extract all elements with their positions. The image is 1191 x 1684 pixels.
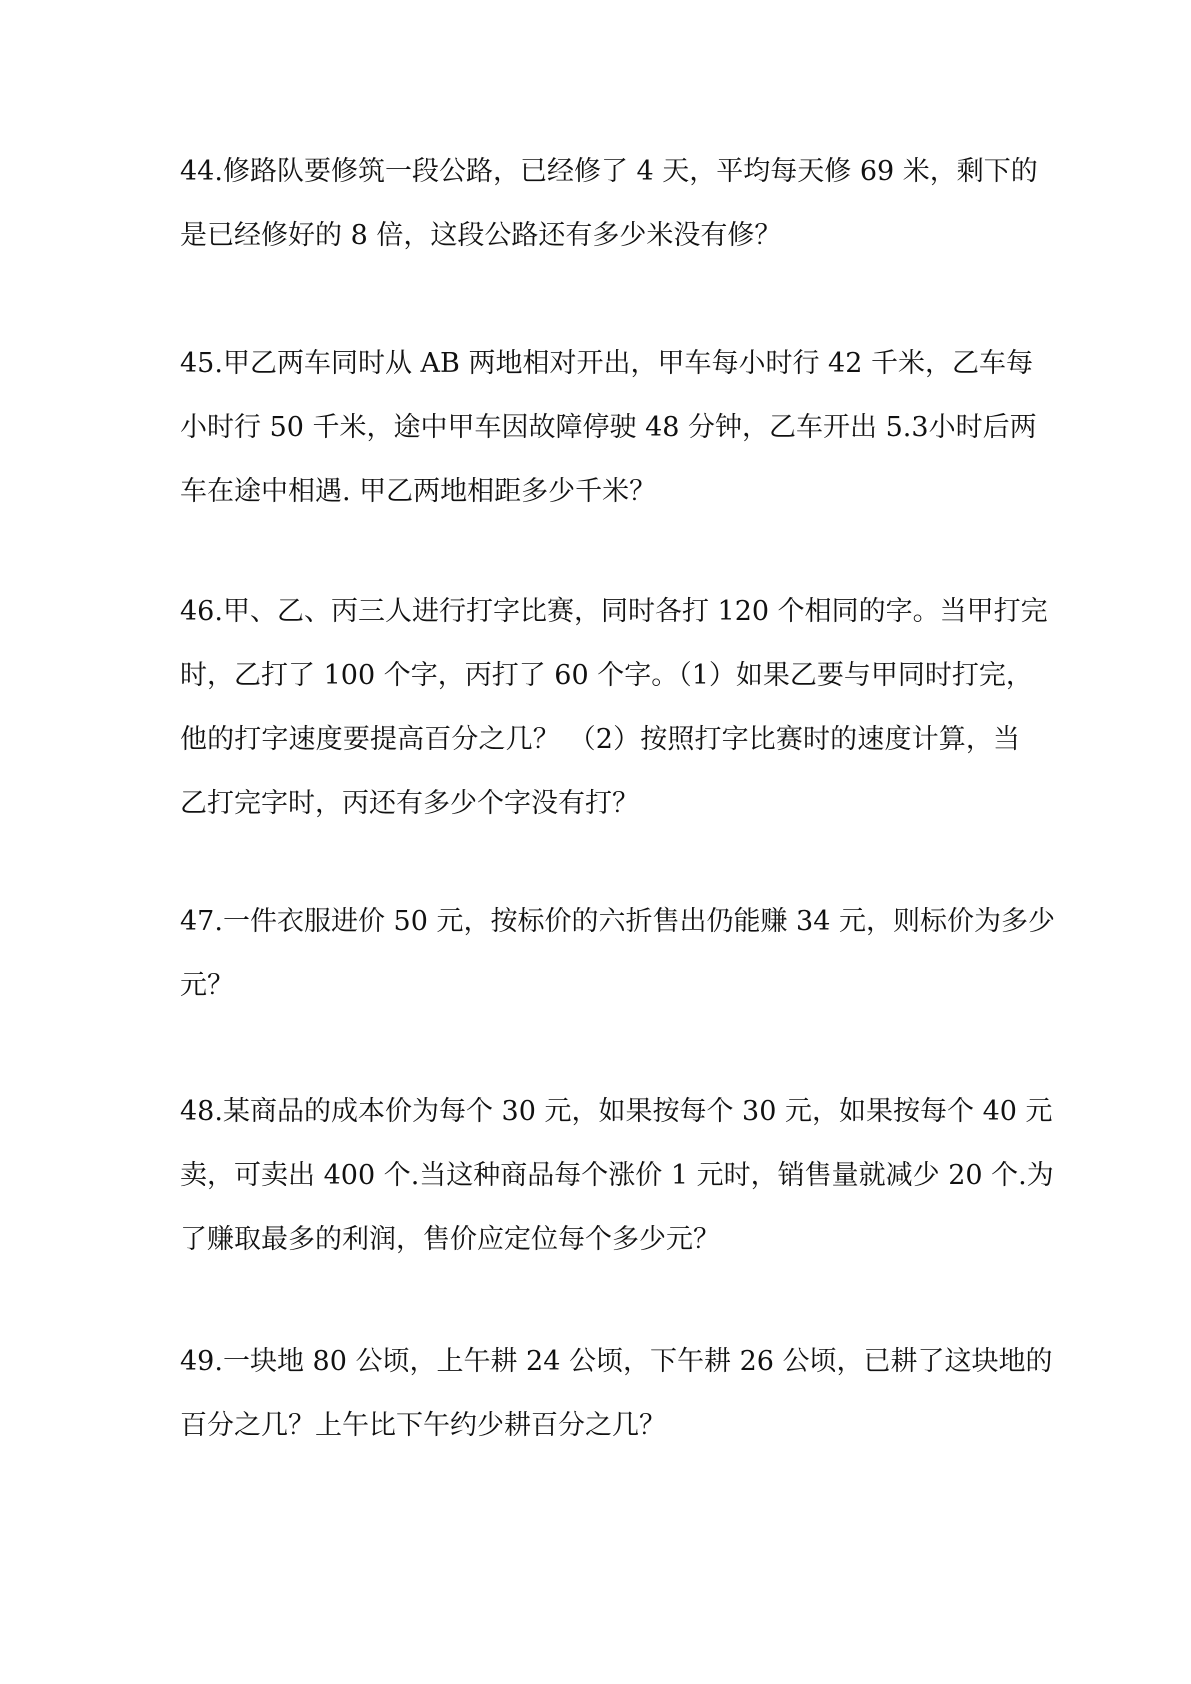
problem-48-line-3: 了赚取最多的利润，售价应定位每个多少元？ bbox=[180, 1224, 720, 1255]
problem-44 bbox=[180, 140, 1038, 268]
problem-49-line-2: 百分之几？上午比下午约少耕百分之几？ bbox=[180, 1410, 666, 1441]
problem-46-line-3: 他的打字速度要提高百分之几？ （2）按照打字比赛时的速度计算，当 bbox=[180, 724, 1020, 755]
problem-45-line-2: 小时行 50 千米，途中甲车因故障停驶 48 分钟，乙车开出 5.3小时后两 bbox=[180, 412, 1037, 443]
problem-47-line-2: 元？ bbox=[180, 970, 234, 1001]
problem-48 bbox=[180, 1080, 1054, 1272]
problem-47-line-1: 47.一件衣服进价 50 元，按标价的六折售出仍能赚 34 元，则标价为多少 bbox=[180, 906, 1055, 937]
problem-44-line-2: 是已经修好的 8 倍，这段公路还有多少米没有修？ bbox=[180, 220, 782, 251]
problem-45 bbox=[180, 332, 1037, 524]
problem-47 bbox=[180, 890, 1055, 1018]
problem-49-line-1: 49.一块地 80 公顷，上午耕 24 公顷，下午耕 26 公顷，已耕了这块地的 bbox=[180, 1346, 1053, 1377]
problem-46-line-2: 时，乙打了 100 个字，丙打了 60 个字。（1）如果乙要与甲同时打完， bbox=[180, 660, 1033, 691]
problem-45-line-3: 车在途中相遇. 甲乙两地相距多少千米？ bbox=[180, 476, 657, 507]
problem-48-line-1: 48.某商品的成本价为每个 30 元，如果按每个 30 元，如果按每个 40 元 bbox=[180, 1096, 1053, 1127]
problem-45-line-1: 45.甲乙两车同时从 AB 两地相对开出，甲车每小时行 42 千米，乙车每 bbox=[180, 348, 1033, 379]
problem-49 bbox=[180, 1330, 1053, 1458]
problem-44-line-1: 44.修路队要修筑一段公路，已经修了 4 天，平均每天修 69 米，剩下的 bbox=[180, 156, 1038, 187]
problem-46-line-1: 46.甲、乙、丙三人进行打字比赛，同时各打 120 个相同的字。当甲打完 bbox=[180, 596, 1048, 627]
problem-46-line-4: 乙打完字时，丙还有多少个字没有打？ bbox=[180, 788, 639, 819]
problem-48-line-2: 卖，可卖出 400 个.当这种商品每个涨价 1 元时，销售量就减少 20 个.为 bbox=[180, 1160, 1054, 1191]
problem-46 bbox=[180, 580, 1048, 836]
